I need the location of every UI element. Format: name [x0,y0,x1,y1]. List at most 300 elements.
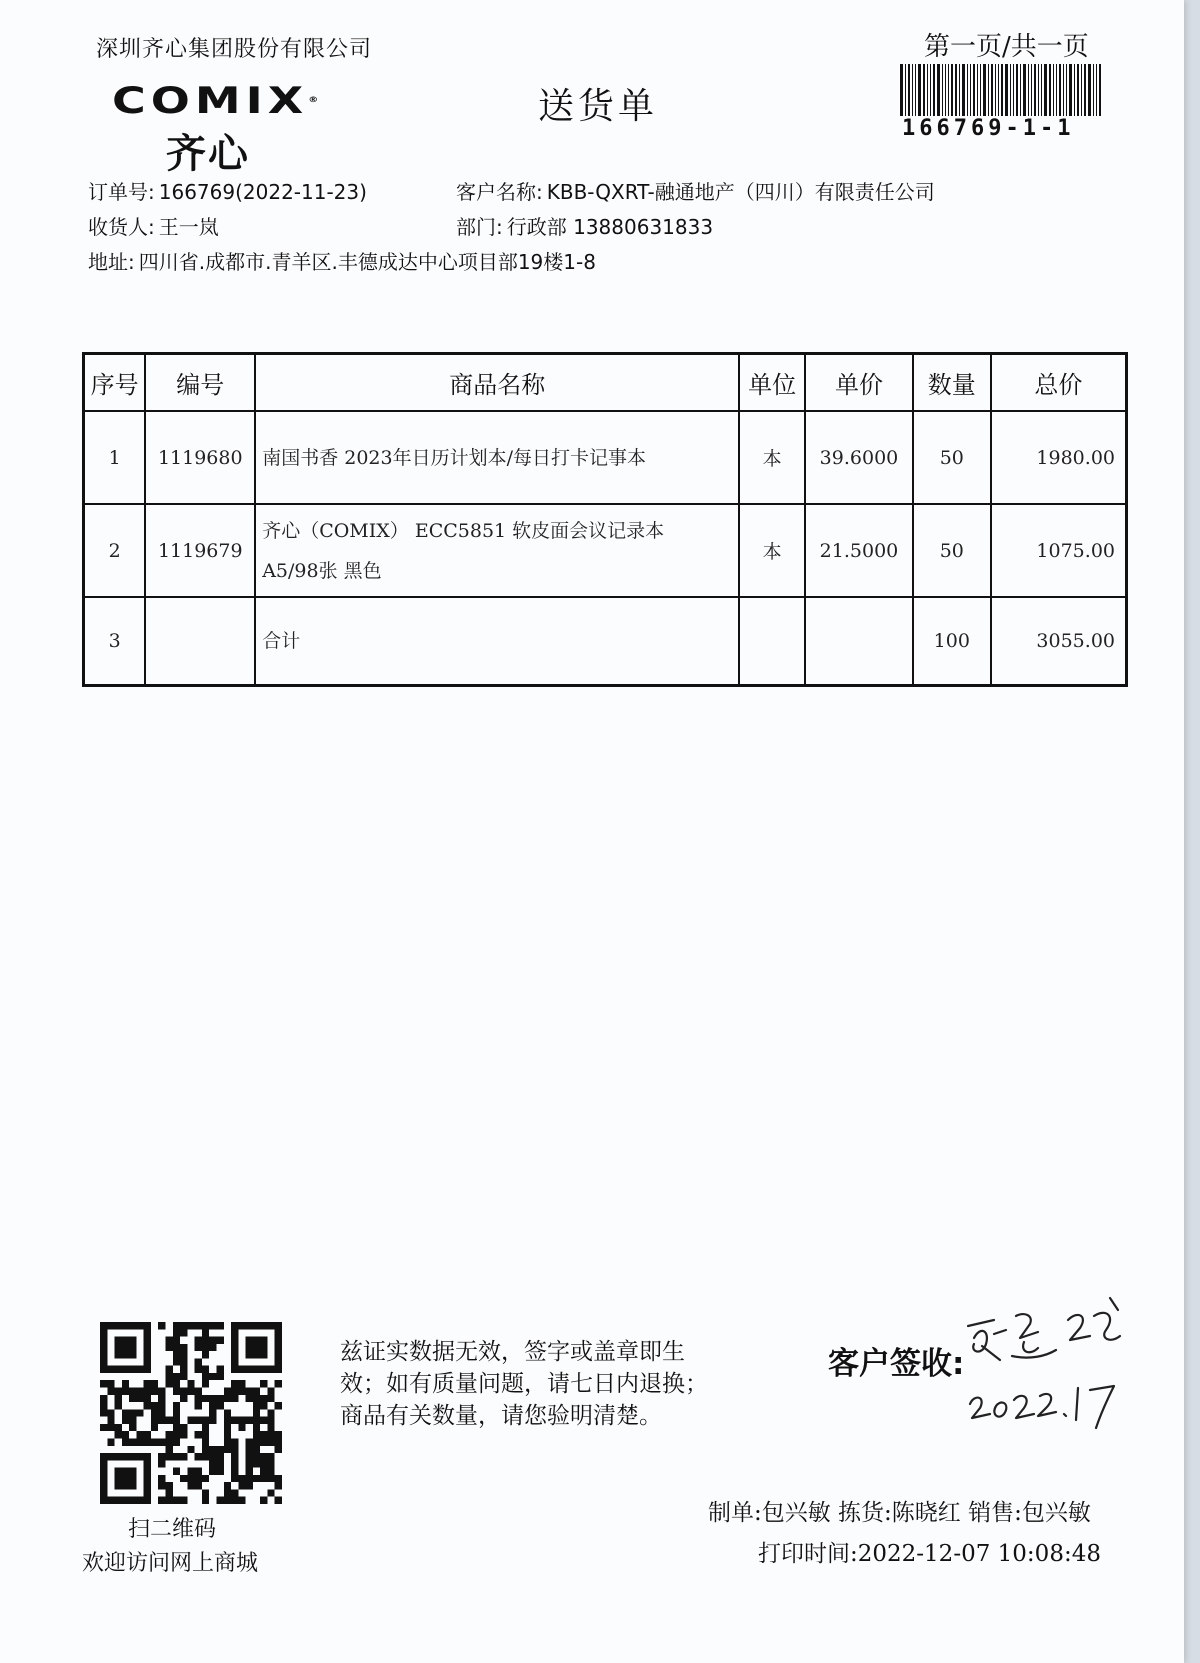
qr-module [136,1409,143,1416]
cell-code: 1119679 [145,504,255,597]
qr-module [246,1322,253,1329]
address [88,246,596,275]
qr-module [260,1380,267,1387]
barcode-bar [955,64,957,116]
qr-module [166,1431,173,1438]
qr-module [267,1322,274,1329]
barcode-bar [1053,64,1054,116]
qr-module [173,1351,180,1358]
qr-caption-scan: 扫二维码 [128,1517,217,1542]
qr-module [253,1438,260,1445]
table-row [84,411,1127,504]
qr-module [187,1380,194,1387]
qr-module [216,1373,223,1380]
barcode-bar [1005,64,1008,116]
qr-module [202,1351,209,1358]
qr-module [260,1351,267,1358]
qr-module [275,1344,282,1351]
column-header-code: 编号 [145,354,255,412]
qr-module [267,1395,274,1402]
cell-unit: 本 [739,411,805,504]
cell-code [145,597,255,686]
qr-module [107,1409,114,1416]
qr-module [231,1417,238,1424]
qr-module [275,1351,282,1358]
barcode-number: 166769-1-1 [902,116,1075,141]
barcode-bar [1093,64,1094,116]
qr-module [195,1417,202,1424]
qr-module [100,1482,107,1489]
qr-module [129,1322,136,1329]
qr-module [275,1366,282,1373]
qr-module [187,1475,194,1482]
qr-module [253,1344,260,1351]
qr-module [180,1366,187,1373]
qr-module [180,1388,187,1395]
qr-module [158,1388,165,1395]
qr-module [246,1460,253,1467]
qr-module [100,1475,107,1482]
qr-module [260,1438,267,1445]
receiver-label: 收货人: [88,215,155,239]
cell-total: 1075.00 [991,504,1127,597]
barcode-bar [923,64,925,116]
address-value: 四川省.成都市.青羊区.丰德成达中心项目部19楼1-8 [138,250,596,274]
qr-module [224,1482,231,1489]
qr-module [267,1460,274,1467]
qr-module [122,1366,129,1373]
qr-module [173,1402,180,1409]
barcode-bar [1001,64,1003,116]
qr-module [224,1424,231,1431]
qr-module [224,1417,231,1424]
barcode-bar [942,64,943,116]
qr-module [122,1380,129,1387]
barcode-bar [1096,64,1097,116]
qr-module [158,1322,165,1329]
barcode-bar [933,64,935,116]
qr-module [136,1395,143,1402]
qr-module [151,1438,158,1445]
qr-module [100,1453,107,1460]
page-indicator: 第一页/共一页 [924,32,1089,62]
qr-module [107,1322,114,1329]
barcode-bar [951,64,953,116]
qr-module [100,1337,107,1344]
barcode-bar [918,64,921,116]
qr-module [122,1388,129,1395]
qr-module [144,1453,151,1460]
qr-module [267,1468,274,1475]
qr-module [144,1497,151,1504]
qr-module [107,1497,114,1504]
qr-module [158,1460,165,1467]
qr-module [202,1431,209,1438]
barcode-bar [1081,64,1082,116]
qr-module [246,1482,253,1489]
qr-module [246,1395,253,1402]
qr-module [231,1380,238,1387]
barcode-bar [1063,64,1064,116]
qr-module [231,1446,238,1453]
print-time: 打印时间:2022-12-07 10:08:48 [758,1541,1101,1567]
qr-module [129,1497,136,1504]
notice-text [340,1336,760,1432]
qr-module [267,1417,274,1424]
barcode-bar [959,64,960,116]
qr-module [275,1431,282,1438]
qr-module [122,1409,129,1416]
qr-module [166,1373,173,1380]
cell-quantity: 50 [913,411,991,504]
cell-unit-price: 39.6000 [805,411,913,504]
cell-product-name [255,411,739,504]
qr-module [260,1337,267,1344]
barcode-bar [1056,64,1057,116]
qr-module [107,1388,114,1395]
qr-module [122,1475,129,1482]
qr-module [122,1351,129,1358]
receiver-value: 王一岚 [158,215,219,239]
barcode-bar [900,64,903,116]
qr-module [231,1395,238,1402]
qr-module [202,1489,209,1496]
qr-module [253,1431,260,1438]
customer-name [456,176,935,205]
qr-module [173,1409,180,1416]
qr-module [180,1351,187,1358]
barcode-bar [1077,64,1079,116]
qr-module [275,1497,282,1504]
qr-module [166,1446,173,1453]
qr-module [253,1388,260,1395]
qr-module [202,1497,209,1504]
qr-module [209,1446,216,1453]
qr-module [195,1366,202,1373]
qr-module [267,1424,274,1431]
qr-module [166,1366,173,1373]
qr-module [195,1358,202,1365]
qr-module [195,1388,202,1395]
qr-module [202,1380,209,1387]
qr-module [231,1468,238,1475]
qr-module [275,1358,282,1365]
qr-module [253,1366,260,1373]
qr-module [107,1424,114,1431]
qr-module [100,1380,107,1387]
qr-module [158,1453,165,1460]
barcode-bar [983,64,986,116]
qr-module [202,1424,209,1431]
qr-module [238,1322,245,1329]
column-header-unit-price: 单价 [805,354,913,412]
qr-module [151,1409,158,1416]
qr-module [238,1497,245,1504]
qr-module [158,1475,165,1482]
qr-module [202,1373,209,1380]
order-number-label: 订单号: [88,180,155,204]
barcode-bar [937,64,940,116]
barcode-bar [1038,64,1039,116]
qr-module [144,1322,151,1329]
qr-module [180,1358,187,1365]
qr-module [231,1489,238,1496]
qr-module [260,1417,267,1424]
qr-module [267,1388,274,1395]
barcode-bar [995,64,996,116]
qr-module [180,1424,187,1431]
address-label: 地址: [88,250,135,274]
qr-module [260,1322,267,1329]
qr-module [136,1438,143,1445]
qr-module [246,1468,253,1475]
qr-module [144,1489,151,1496]
notice-line: 商品有关数量，请您验明清楚。 [340,1403,662,1429]
qr-module [224,1497,231,1504]
product-name-line1: 齐心（COMIX） ECC5851 软皮面会议记录本 [262,519,665,542]
qr-module [129,1468,136,1475]
qr-module [107,1453,114,1460]
qr-module [267,1438,274,1445]
barcode-bar [1034,64,1036,116]
qr-module [253,1351,260,1358]
qr-module [195,1482,202,1489]
barcode-bar [1044,64,1047,116]
qr-caption-store: 欢迎访问网上商城 [82,1551,259,1576]
qr-module [216,1446,223,1453]
qr-module [144,1468,151,1475]
qr-module [267,1489,274,1496]
qr-module [224,1395,231,1402]
qr-module [100,1409,107,1416]
qr-module [144,1358,151,1365]
qr-module [253,1453,260,1460]
qr-module [166,1482,173,1489]
barcode-bar [1041,64,1042,116]
barcode-bar [927,64,928,116]
qr-module [260,1453,267,1460]
qr-module [144,1460,151,1467]
cell-quantity-total: 100 [913,597,991,686]
table-row [84,504,1127,597]
qr-module [166,1344,173,1351]
qr-module [122,1468,129,1475]
order-number-value: 166769(2022-11-23) [158,180,367,204]
qr-module [144,1380,151,1387]
barcode-bar [905,64,906,116]
qr-module [107,1380,114,1387]
qr-module [224,1431,231,1438]
qr-module [231,1351,238,1358]
barcode-bar [948,64,949,116]
barcode-bar [908,64,910,116]
qr-module [216,1402,223,1409]
department-label: 部门: [456,215,503,239]
qr-module [136,1388,143,1395]
qr-module [267,1453,274,1460]
qr-module [260,1402,267,1409]
qr-module [260,1460,267,1467]
qr-module [209,1337,216,1344]
qr-module [166,1497,173,1504]
qr-module [173,1344,180,1351]
qr-module [209,1395,216,1402]
qr-module [129,1395,136,1402]
summary-label: 合计 [262,630,301,652]
qr-module [253,1417,260,1424]
column-header-product-name: 商品名称 [255,354,739,412]
qr-module [151,1402,158,1409]
qr-module [180,1322,187,1329]
qr-module [100,1358,107,1365]
qr-module [202,1475,209,1482]
qr-module [144,1395,151,1402]
qr-module [107,1417,114,1424]
qr-module [129,1388,136,1395]
qr-module [100,1497,107,1504]
qr-module [115,1482,122,1489]
qr-module [115,1351,122,1358]
company-name: 深圳齐心集团股份有限公司 [96,37,373,62]
qr-module [100,1489,107,1496]
barcode-bar [1049,64,1051,116]
qr-module [173,1337,180,1344]
qr-module [187,1388,194,1395]
qr-module [122,1482,129,1489]
qr-module [246,1475,253,1482]
qr-module [202,1329,209,1336]
qr-module [238,1366,245,1373]
qr-module [224,1409,231,1416]
qr-module [260,1344,267,1351]
qr-module [260,1475,267,1482]
barcode-bar [1088,64,1091,116]
cell-product-name [255,504,739,597]
qr-module [129,1351,136,1358]
qr-module [180,1431,187,1438]
qr-module [202,1322,209,1329]
qr-module [231,1460,238,1467]
qr-module [180,1373,187,1380]
qr-module [195,1402,202,1409]
qr-module [122,1344,129,1351]
barcode-bar [1099,64,1101,116]
qr-module [158,1417,165,1424]
qr-module [260,1468,267,1475]
qr-module [173,1358,180,1365]
qr-module [275,1475,282,1482]
qr-module [144,1351,151,1358]
barcode-bar [912,64,913,116]
qr-module [166,1453,173,1460]
qr-module [216,1497,223,1504]
barcode-bar [915,64,916,116]
qr-module [158,1402,165,1409]
qr-module [246,1417,253,1424]
qr-code[interactable] [100,1322,282,1504]
barcode-bar [991,64,993,116]
qr-module [166,1489,173,1496]
qr-module [195,1453,202,1460]
qr-module [144,1475,151,1482]
notice-line: 效；如有质量问题，请七日内退换； [340,1371,708,1397]
qr-module [246,1453,253,1460]
qr-module [151,1424,158,1431]
qr-module [216,1337,223,1344]
qr-module [216,1460,223,1467]
qr-module [195,1468,202,1475]
cell-seq: 1 [84,411,146,504]
qr-module [173,1453,180,1460]
qr-module [173,1322,180,1329]
qr-module [115,1424,122,1431]
qr-module [180,1329,187,1336]
cell-unit: 本 [739,504,805,597]
barcode-bar [1013,64,1014,116]
qr-module [115,1497,122,1504]
qr-module [231,1322,238,1329]
qr-module [231,1337,238,1344]
barcode-bar [930,64,931,116]
qr-module [231,1438,238,1445]
qr-module [231,1358,238,1365]
qr-module [275,1329,282,1336]
qr-module [216,1322,223,1329]
qr-module [260,1395,267,1402]
qr-module [253,1446,260,1453]
qr-module [136,1366,143,1373]
qr-module [115,1475,122,1482]
qr-module [173,1431,180,1438]
cell-total: 1980.00 [991,411,1127,504]
qr-module [151,1380,158,1387]
qr-module [173,1417,180,1424]
qr-module [144,1337,151,1344]
signature-label: 客户签收: [828,1346,965,1382]
qr-module [224,1388,231,1395]
qr-module [275,1322,282,1329]
qr-module [166,1417,173,1424]
qr-module [238,1388,245,1395]
receiver [88,211,219,240]
qr-module [122,1322,129,1329]
qr-module [209,1417,216,1424]
qr-module [129,1409,136,1416]
qr-module [173,1468,180,1475]
qr-module [151,1417,158,1424]
qr-module [187,1482,194,1489]
qr-module [122,1417,129,1424]
qr-module [231,1366,238,1373]
product-name-line1: 南国书香 2023年日历计划本/每日打卡记事本 [262,446,646,469]
qr-module [166,1337,173,1344]
qr-module [129,1475,136,1482]
barcode-bar [1031,64,1032,116]
qr-module [187,1322,194,1329]
qr-module [202,1417,209,1424]
qr-module [100,1402,107,1409]
qr-module [100,1424,107,1431]
qr-module [195,1475,202,1482]
qr-module [115,1388,122,1395]
qr-module [202,1344,209,1351]
qr-module [267,1431,274,1438]
qr-module [115,1431,122,1438]
qr-module [202,1337,209,1344]
qr-module [202,1446,209,1453]
qr-module [115,1322,122,1329]
qr-module [115,1468,122,1475]
